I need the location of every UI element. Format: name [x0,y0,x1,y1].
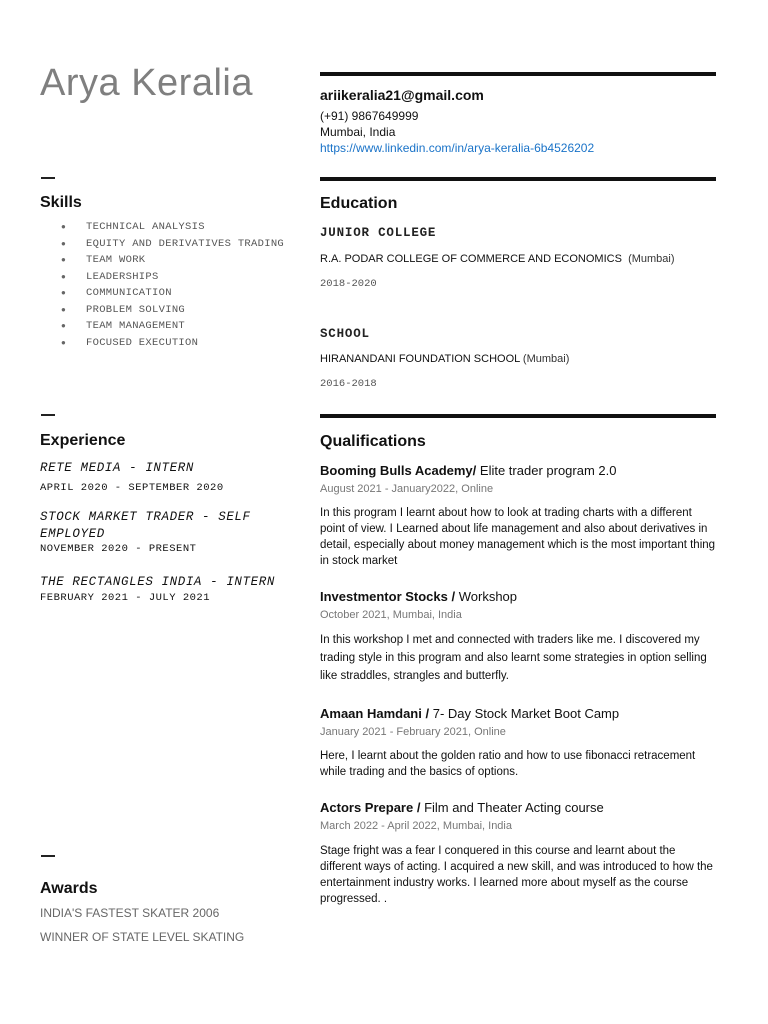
qualification-description: Stage fright was a fear I conquered in this course and learnt about the different ways of acting. I acquired a new skill, and was introduced to how the entertainment industry works. I learned more about myself as the course progressed. . [320,845,713,905]
experience-title: RETE MEDIA - INTERN [40,461,194,475]
qualification-description: In this program I learnt about how to look at trading charts with a different point of view. I Learned about life management and also about derivatives in detail, especially about money management which is the most important thing in stock market [320,507,716,567]
skill-item: ● LEADERSHIPS [40,271,284,288]
qualification-meta: January 2021 - February 2021, Online [320,726,506,738]
institution-name: HIRANANDANI FOUNDATION SCHOOL [320,353,520,365]
section-divider [41,855,55,857]
institution-location: (Mumbai) [628,253,675,265]
qualification-org: Investmentor Stocks / [320,589,456,604]
qualification-meta: August 2021 - January2022, Online [320,483,494,495]
qualification-program: Workshop [458,589,518,604]
skills-heading: Skills [40,194,82,211]
experience-dates: NOVEMBER 2020 - PRESENT [40,543,197,555]
award-item: INDIA'S FASTEST SKATER 2006 [40,906,220,920]
email[interactable]: ariikeralia21@gmail.com [320,87,484,103]
qualification-description: Here, I learnt about the golden ratio and how to use fibonacci retracement while trading and the basics of options. [320,750,696,778]
skill-item: ● EQUITY AND DERIVATIVES TRADING [40,238,284,255]
qualification-program: 7- Day Stock Market Boot Camp [432,706,620,721]
skill-item: ● TEAM WORK [40,254,284,271]
experience-title: STOCK MARKET TRADER - SELF EMPLOYED [40,510,251,541]
qualification-title [320,463,616,478]
qualification-org: Booming Bulls Academy/ [320,463,477,478]
awards-heading: Awards [40,880,98,897]
section-divider [41,177,55,179]
qualifications-heading: Qualifications [320,433,426,450]
skill-item: ● TEAM MANAGEMENT [40,320,284,337]
qualification-meta: October 2021, Mumbai, India [320,609,462,621]
qualification-title [320,800,604,815]
location: Mumbai, India [320,125,396,139]
education-level: JUNIOR COLLEGE [320,226,437,240]
linkedin-link[interactable]: https://www.linkedin.com/in/arya-keralia-6b4526202 [320,141,595,155]
education-institution [320,353,569,365]
qualification-title [320,706,619,721]
section-rule [320,177,716,181]
education-heading: Education [320,195,398,212]
qualification-program: Film and Theater Acting course [424,800,604,815]
education-years: 2018-2020 [320,278,377,290]
experience-heading: Experience [40,432,126,449]
section-rule [320,72,716,76]
section-rule [320,414,716,418]
award-item: WINNER OF STATE LEVEL SKATING [40,930,245,944]
institution-location: (Mumbai) [522,353,570,365]
education-level: SCHOOL [320,327,370,341]
candidate-name: Arya Keralia [40,62,253,104]
skill-item: ● FOCUSED EXECUTION [40,337,284,354]
qualification-title [320,589,517,604]
experience-dates: APRIL 2020 - SEPTEMBER 2020 [40,482,224,494]
skill-item: ● COMMUNICATION [40,287,284,304]
experience-title: THE RECTANGLES INDIA - INTERN [40,575,275,589]
qualification-org: Amaan Hamdani / [320,706,430,721]
qualification-description: In this workshop I met and connected with traders like me. I discovered my trading style in this program and also learnt some strategies in option selling like straddles, strangles and butterfly. [320,634,707,682]
qualification-program: Elite trader program 2.0 [479,463,617,478]
education-institution [320,253,675,265]
qualification-meta: March 2022 - April 2022, Mumbai, India [320,820,512,832]
phone: (+91) 9867649999 [320,109,419,123]
qualification-org: Actors Prepare / [320,800,421,815]
education-years: 2016-2018 [320,378,377,390]
institution-name: R.A. PODAR COLLEGE OF COMMERCE AND ECONOMICS [320,253,622,265]
skills-list [40,221,284,353]
skill-item: ● PROBLEM SOLVING [40,304,284,321]
skill-item: ● TECHNICAL ANALYSIS [40,221,284,238]
experience-dates: FEBRUARY 2021 - JULY 2021 [40,592,211,604]
section-divider [41,414,55,416]
